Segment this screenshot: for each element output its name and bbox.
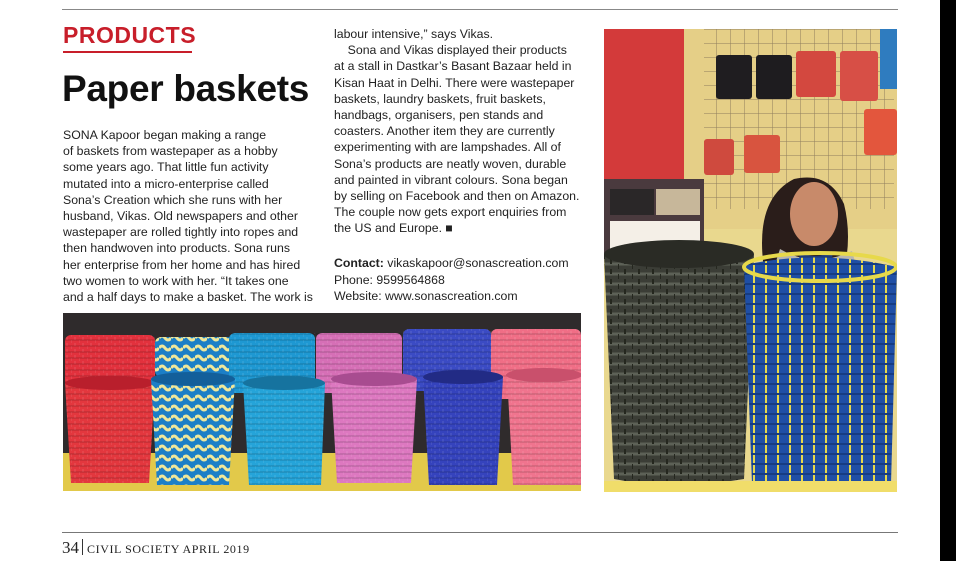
text-line: Kisan Haat in Delhi. There were wastepaper bbox=[334, 75, 575, 90]
baskets-photo bbox=[63, 313, 581, 491]
text-line: and a half days to make a basket. The work is bbox=[63, 290, 313, 305]
contact-label: Contact: bbox=[334, 256, 384, 270]
text-line: Sona’s Creation which she runs with her bbox=[63, 192, 283, 207]
contact-block bbox=[334, 255, 569, 305]
baskets-illustration bbox=[63, 313, 581, 491]
footer-divider bbox=[82, 539, 83, 555]
text-line: Sona and Vikas displayed their products bbox=[334, 43, 567, 58]
section-underline bbox=[63, 51, 192, 53]
text-line: handbags, organisers, pen stands and bbox=[334, 108, 544, 123]
text-line: of baskets from wastepaper as a hobby bbox=[63, 144, 278, 159]
page-number: 34 bbox=[62, 538, 79, 557]
text-line: at a stall in Dastkar’s Basant Bazaar held in bbox=[334, 59, 572, 74]
magazine-issue: CIVIL SOCIETY APRIL 2019 bbox=[87, 542, 250, 556]
text-line: some years ago. That little fun activity bbox=[63, 160, 269, 175]
page-footer bbox=[62, 538, 250, 558]
text-line: mutated into a micro-enterprise called bbox=[63, 176, 269, 191]
vendor-photo bbox=[604, 29, 897, 492]
text-line: the US and Europe. ■ bbox=[334, 221, 453, 236]
page-edge bbox=[940, 0, 956, 561]
section-label: PRODUCTS bbox=[63, 22, 197, 48]
text-line: baskets, laundry baskets, fruit baskets, bbox=[334, 91, 546, 106]
text-line: husband, Vikas. Old newspapers and other bbox=[63, 209, 298, 224]
text-line: then handwoven into products. Sona runs bbox=[63, 241, 290, 256]
text-line: SONA Kapoor began making a range bbox=[63, 128, 267, 142]
article-column-2 bbox=[334, 26, 596, 237]
top-rule bbox=[62, 9, 898, 10]
text-line: two women to work with her. “It takes one bbox=[63, 273, 289, 288]
text-line: coasters. Another item they are currently bbox=[334, 124, 555, 139]
vendor-illustration bbox=[604, 29, 897, 492]
text-line: by selling on Facebook and then on Amazon. bbox=[334, 189, 580, 204]
text-line: experimenting with are lampshades. All of bbox=[334, 140, 561, 155]
contact-email: vikaskapoor@sonascreation.com bbox=[387, 256, 569, 270]
text-line: labour intensive,” says Vikas. bbox=[334, 27, 494, 41]
text-line: wastepaper are rolled tightly into ropes and bbox=[63, 225, 299, 240]
contact-phone: Phone: 9599564868 bbox=[334, 272, 445, 287]
text-line: her enterprise from her home and has hired bbox=[63, 257, 301, 272]
headline: Paper baskets bbox=[62, 68, 310, 109]
contact-website: Website: www.sonascreation.com bbox=[334, 289, 518, 303]
bottom-rule bbox=[62, 532, 898, 533]
text-line: Sona’s products are neatly woven, durable bbox=[334, 156, 567, 171]
text-line: The couple now gets export enquiries from bbox=[334, 205, 567, 220]
article-column-1 bbox=[63, 127, 333, 305]
text-line: and painted in vibrant colours. Sona began bbox=[334, 172, 568, 187]
